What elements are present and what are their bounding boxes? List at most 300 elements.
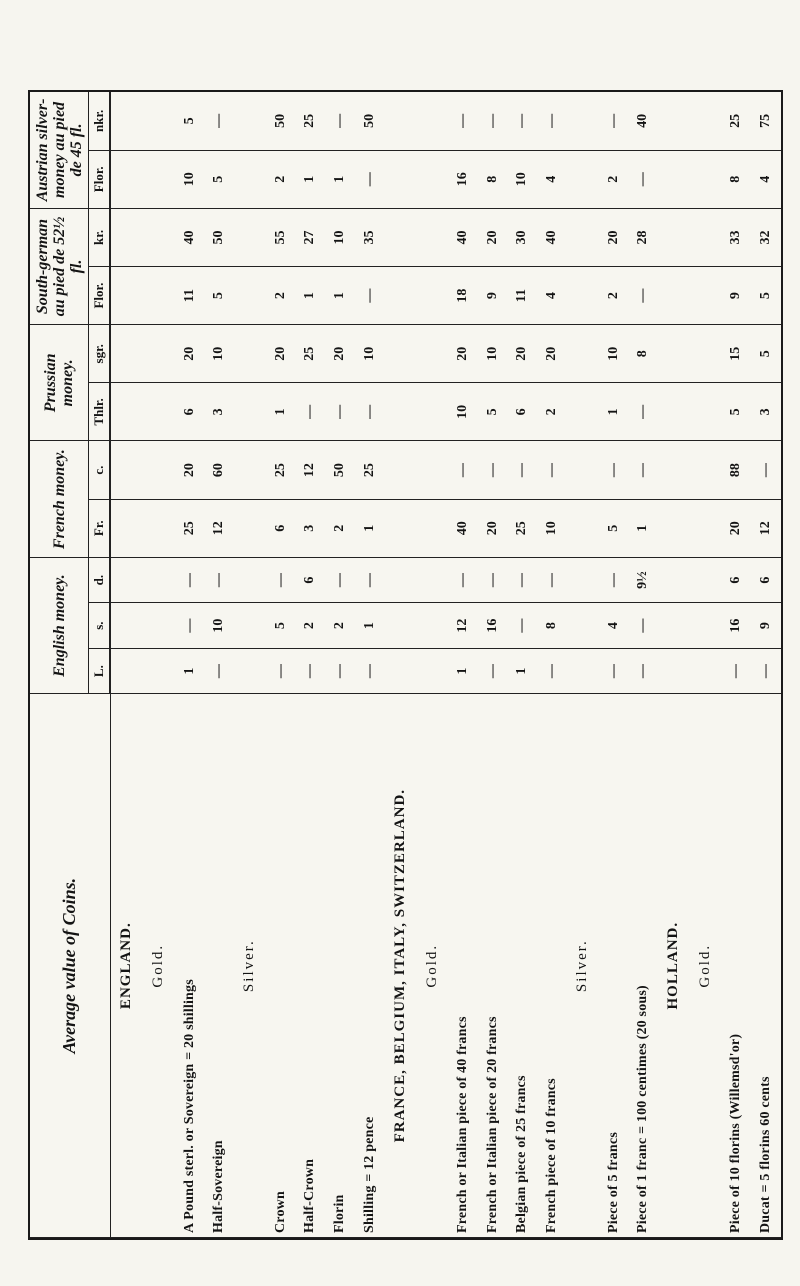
empty-cell <box>143 267 174 325</box>
value-cell: — <box>628 267 658 325</box>
south-german-money-header: South-german au pied de 52½ fl. <box>30 208 89 324</box>
unit-florin-south: Flor. <box>89 267 111 325</box>
value-cell: — <box>508 92 538 150</box>
value-cell: — <box>175 603 205 649</box>
empty-cell <box>658 150 689 208</box>
empty-cell <box>110 383 143 441</box>
empty-cell <box>385 603 416 649</box>
value-cell: — <box>296 383 326 441</box>
coin-row <box>751 92 781 1238</box>
coin-row <box>448 92 478 1238</box>
value-cell: — <box>628 648 658 694</box>
empty-cell <box>690 267 721 325</box>
coin-value-table <box>30 92 781 1238</box>
coin-name: A Pound sterl. or Sovereign = 20 shillings <box>175 694 205 1238</box>
empty-cell <box>567 499 598 557</box>
value-cell: 8 <box>628 325 658 383</box>
coin-row <box>599 92 629 1238</box>
empty-cell <box>234 267 265 325</box>
empty-cell <box>234 208 265 266</box>
empty-cell <box>110 267 143 325</box>
unit-centime: c. <box>89 441 111 499</box>
value-cell: 5 <box>204 150 234 208</box>
empty-cell <box>234 441 265 499</box>
value-cell: — <box>325 648 355 694</box>
value-cell: 6 <box>296 557 326 603</box>
coin-name: Crown <box>266 694 296 1238</box>
empty-cell <box>690 208 721 266</box>
empty-cell <box>690 441 721 499</box>
value-cell: — <box>355 383 385 441</box>
value-cell: 20 <box>266 325 296 383</box>
metal-heading: Gold. <box>690 694 721 1238</box>
coin-row <box>355 92 385 1238</box>
value-cell: — <box>599 648 629 694</box>
value-cell: 6 <box>175 383 205 441</box>
metal-subheading-row <box>234 92 265 1238</box>
value-cell: — <box>448 92 478 150</box>
empty-cell <box>567 648 598 694</box>
value-cell: 2 <box>537 383 567 441</box>
value-cell: 1 <box>448 648 478 694</box>
empty-cell <box>416 499 447 557</box>
value-cell: — <box>599 92 629 150</box>
empty-cell <box>110 325 143 383</box>
value-cell: 4 <box>751 150 781 208</box>
empty-cell <box>658 603 689 649</box>
empty-cell <box>658 92 689 150</box>
value-cell: 50 <box>266 92 296 150</box>
empty-cell <box>143 150 174 208</box>
value-cell: 25 <box>355 441 385 499</box>
value-cell: 10 <box>204 325 234 383</box>
value-cell: — <box>204 557 234 603</box>
empty-cell <box>690 325 721 383</box>
empty-cell <box>658 441 689 499</box>
value-cell: — <box>599 557 629 603</box>
value-cell: 11 <box>508 267 538 325</box>
value-cell: 1 <box>175 648 205 694</box>
value-cell: 40 <box>448 499 478 557</box>
value-cell: — <box>355 648 385 694</box>
coin-name: Piece of 1 franc = 100 centimes (20 sous) <box>628 694 658 1238</box>
value-cell: 28 <box>628 208 658 266</box>
value-cell: 5 <box>751 325 781 383</box>
value-cell: — <box>537 441 567 499</box>
value-cell: 10 <box>325 208 355 266</box>
empty-cell <box>416 208 447 266</box>
value-cell: — <box>599 441 629 499</box>
coin-row <box>508 92 538 1238</box>
country-heading: HOLLAND. <box>658 694 689 1238</box>
value-cell: 9 <box>721 267 751 325</box>
coin-name: Ducat = 5 florins 60 cents <box>751 694 781 1238</box>
empty-cell <box>567 92 598 150</box>
empty-cell <box>690 383 721 441</box>
metal-heading: Silver. <box>567 694 598 1238</box>
value-cell: 55 <box>266 208 296 266</box>
country-heading: FRANCE, BELGIUM, ITALY, SWITZERLAND. <box>385 694 416 1238</box>
value-cell: 2 <box>266 267 296 325</box>
empty-cell <box>234 150 265 208</box>
empty-cell <box>416 648 447 694</box>
value-cell: — <box>266 648 296 694</box>
value-cell: — <box>478 92 508 150</box>
value-cell: 40 <box>537 208 567 266</box>
empty-cell <box>416 441 447 499</box>
empty-cell <box>143 383 174 441</box>
coin-table-body <box>110 92 781 1238</box>
coin-name: Half-Crown <box>296 694 326 1238</box>
value-cell: 10 <box>204 603 234 649</box>
unit-kreuzer: kr. <box>89 208 111 266</box>
value-cell: 5 <box>751 267 781 325</box>
empty-cell <box>567 557 598 603</box>
value-cell: 20 <box>599 208 629 266</box>
unit-florin-austria: Flor. <box>89 150 111 208</box>
empty-cell <box>416 325 447 383</box>
unit-shilling: s. <box>89 603 111 649</box>
empty-cell <box>110 150 143 208</box>
unit-neukreuzer: nkr. <box>89 92 111 150</box>
value-cell: 6 <box>721 557 751 603</box>
value-cell: — <box>721 648 751 694</box>
value-cell: 15 <box>721 325 751 383</box>
value-cell: 10 <box>508 150 538 208</box>
empty-cell <box>110 603 143 649</box>
value-cell: 3 <box>296 499 326 557</box>
country-section-row <box>385 92 416 1238</box>
value-cell: 20 <box>448 325 478 383</box>
empty-cell <box>385 267 416 325</box>
value-cell: 10 <box>448 383 478 441</box>
empty-cell <box>110 92 143 150</box>
value-cell: 18 <box>448 267 478 325</box>
austrian-money-header: Austrian silver-money au pied de 45 fl. <box>30 92 89 208</box>
empty-cell <box>234 92 265 150</box>
value-cell: — <box>628 383 658 441</box>
coins-column-header: Average value of Coins. <box>30 694 110 1238</box>
value-cell: 16 <box>721 603 751 649</box>
empty-cell <box>143 603 174 649</box>
value-cell: — <box>478 441 508 499</box>
value-cell: 10 <box>478 325 508 383</box>
empty-cell <box>567 325 598 383</box>
empty-cell <box>690 603 721 649</box>
value-cell: — <box>325 92 355 150</box>
value-cell: 1 <box>599 383 629 441</box>
value-cell: 50 <box>355 92 385 150</box>
unit-pound: L. <box>89 648 111 694</box>
value-cell: — <box>508 557 538 603</box>
empty-cell <box>143 92 174 150</box>
value-cell: 4 <box>599 603 629 649</box>
value-cell: — <box>266 557 296 603</box>
country-heading: ENGLAND. <box>110 694 143 1238</box>
empty-cell <box>658 383 689 441</box>
empty-cell <box>234 603 265 649</box>
value-cell: 12 <box>204 499 234 557</box>
coin-name: Half-Sovereign <box>204 694 234 1238</box>
empty-cell <box>110 557 143 603</box>
empty-cell <box>143 208 174 266</box>
value-cell: 20 <box>478 208 508 266</box>
value-cell: — <box>325 557 355 603</box>
value-cell: 20 <box>175 325 205 383</box>
value-cell: 1 <box>355 603 385 649</box>
empty-cell <box>658 648 689 694</box>
metal-heading: Silver. <box>234 694 265 1238</box>
value-cell: — <box>628 150 658 208</box>
empty-cell <box>690 557 721 603</box>
prussian-money-header: Prussian money. <box>30 325 89 441</box>
value-cell: 27 <box>296 208 326 266</box>
value-cell: 5 <box>175 92 205 150</box>
coin-row <box>628 92 658 1238</box>
value-cell: — <box>325 383 355 441</box>
value-cell: 2 <box>599 267 629 325</box>
value-cell: — <box>628 603 658 649</box>
value-cell: 25 <box>296 92 326 150</box>
unit-silbergroschen: sgr. <box>89 325 111 383</box>
value-cell: — <box>355 267 385 325</box>
value-cell: 50 <box>204 208 234 266</box>
value-cell: 1 <box>296 267 326 325</box>
value-cell: 32 <box>751 208 781 266</box>
value-cell: 4 <box>537 150 567 208</box>
empty-cell <box>567 267 598 325</box>
empty-cell <box>416 267 447 325</box>
value-cell: 1 <box>355 499 385 557</box>
value-cell: 25 <box>721 92 751 150</box>
value-cell: 2 <box>599 150 629 208</box>
metal-heading: Gold. <box>416 694 447 1238</box>
coin-row <box>721 92 751 1238</box>
value-cell: — <box>175 557 205 603</box>
metal-subheading-row <box>143 92 174 1238</box>
value-cell: 20 <box>537 325 567 383</box>
empty-cell <box>234 557 265 603</box>
empty-cell <box>385 499 416 557</box>
coin-row <box>266 92 296 1238</box>
coin-name: French or Italian piece of 40 francs <box>448 694 478 1238</box>
empty-cell <box>234 325 265 383</box>
value-cell: — <box>478 557 508 603</box>
value-cell: — <box>448 557 478 603</box>
value-cell: — <box>204 648 234 694</box>
empty-cell <box>658 325 689 383</box>
empty-cell <box>416 150 447 208</box>
metal-heading: Gold. <box>143 694 174 1238</box>
unit-pence: d. <box>89 557 111 603</box>
value-cell: — <box>751 441 781 499</box>
value-cell: 8 <box>537 603 567 649</box>
empty-cell <box>143 648 174 694</box>
value-cell: 2 <box>296 603 326 649</box>
value-cell: 10 <box>599 325 629 383</box>
value-cell: 25 <box>508 499 538 557</box>
value-cell: 16 <box>448 150 478 208</box>
value-cell: 25 <box>175 499 205 557</box>
value-cell: 12 <box>448 603 478 649</box>
value-cell: 5 <box>721 383 751 441</box>
empty-cell <box>110 648 143 694</box>
empty-cell <box>143 557 174 603</box>
value-cell: 11 <box>175 267 205 325</box>
value-cell: 2 <box>325 499 355 557</box>
value-cell: — <box>296 648 326 694</box>
value-cell: 1 <box>296 150 326 208</box>
empty-cell <box>234 648 265 694</box>
value-cell: 88 <box>721 441 751 499</box>
value-cell: 9 <box>751 603 781 649</box>
coin-row <box>325 92 355 1238</box>
value-cell: — <box>508 603 538 649</box>
value-cell: 1 <box>628 499 658 557</box>
empty-cell <box>234 499 265 557</box>
value-cell: — <box>355 150 385 208</box>
value-cell: 75 <box>751 92 781 150</box>
empty-cell <box>658 499 689 557</box>
empty-cell <box>690 499 721 557</box>
value-cell: 5 <box>478 383 508 441</box>
empty-cell <box>110 499 143 557</box>
value-cell: 25 <box>266 441 296 499</box>
value-cell: 6 <box>266 499 296 557</box>
value-cell: 40 <box>628 92 658 150</box>
empty-cell <box>143 499 174 557</box>
empty-cell <box>416 603 447 649</box>
empty-cell <box>234 383 265 441</box>
coin-name: Shilling = 12 pence <box>355 694 385 1238</box>
empty-cell <box>385 92 416 150</box>
value-cell: 10 <box>537 499 567 557</box>
unit-franc: Fr. <box>89 499 111 557</box>
metal-subheading-row <box>567 92 598 1238</box>
value-cell: 4 <box>537 267 567 325</box>
empty-cell <box>143 441 174 499</box>
value-cell: 8 <box>721 150 751 208</box>
value-cell: 6 <box>751 557 781 603</box>
value-cell: 3 <box>751 383 781 441</box>
value-cell: — <box>448 441 478 499</box>
value-cell: 20 <box>508 325 538 383</box>
coin-row <box>296 92 326 1238</box>
value-cell: 2 <box>325 603 355 649</box>
empty-cell <box>567 441 598 499</box>
coin-name: Belgian piece of 25 francs <box>508 694 538 1238</box>
value-cell: 10 <box>175 150 205 208</box>
value-cell: 6 <box>508 383 538 441</box>
value-cell: 35 <box>355 208 385 266</box>
coin-row <box>204 92 234 1238</box>
empty-cell <box>567 383 598 441</box>
coin-row <box>175 92 205 1238</box>
english-money-header: English money. <box>30 557 89 694</box>
value-cell: 10 <box>355 325 385 383</box>
value-cell: 20 <box>175 441 205 499</box>
empty-cell <box>110 441 143 499</box>
metal-subheading-row <box>690 92 721 1238</box>
value-cell: 20 <box>478 499 508 557</box>
unit-thaler: Thlr. <box>89 383 111 441</box>
coin-row <box>478 92 508 1238</box>
value-cell: 3 <box>204 383 234 441</box>
coin-name: Piece of 10 florins (Willemsd'or) <box>721 694 751 1238</box>
coin-value-table-container <box>28 90 783 1240</box>
empty-cell <box>385 150 416 208</box>
value-cell: 1 <box>325 150 355 208</box>
value-cell: 12 <box>751 499 781 557</box>
value-cell: 9 <box>478 267 508 325</box>
value-cell: — <box>537 557 567 603</box>
value-cell: 16 <box>478 603 508 649</box>
value-cell: 20 <box>325 325 355 383</box>
empty-cell <box>385 325 416 383</box>
value-cell: 60 <box>204 441 234 499</box>
value-cell: — <box>508 441 538 499</box>
empty-cell <box>416 383 447 441</box>
value-cell: — <box>537 648 567 694</box>
empty-cell <box>385 648 416 694</box>
coin-name: French or Italian piece of 20 francs <box>478 694 508 1238</box>
empty-cell <box>143 325 174 383</box>
value-cell: — <box>478 648 508 694</box>
coin-name: French piece of 10 francs <box>537 694 567 1238</box>
value-cell: 12 <box>296 441 326 499</box>
country-section-row <box>110 92 143 1238</box>
metal-subheading-row <box>416 92 447 1238</box>
value-cell: 40 <box>175 208 205 266</box>
value-cell: 5 <box>599 499 629 557</box>
value-cell: 2 <box>266 150 296 208</box>
value-cell: 20 <box>721 499 751 557</box>
empty-cell <box>658 208 689 266</box>
empty-cell <box>385 208 416 266</box>
french-money-header: French money. <box>30 441 89 557</box>
country-section-row <box>658 92 689 1238</box>
empty-cell <box>385 383 416 441</box>
empty-cell <box>567 603 598 649</box>
empty-cell <box>416 557 447 603</box>
value-cell: 33 <box>721 208 751 266</box>
value-cell: 40 <box>448 208 478 266</box>
value-cell: — <box>751 648 781 694</box>
value-cell: 5 <box>266 603 296 649</box>
value-cell: — <box>355 557 385 603</box>
empty-cell <box>567 208 598 266</box>
empty-cell <box>690 648 721 694</box>
value-cell: — <box>537 92 567 150</box>
value-cell: 1 <box>266 383 296 441</box>
empty-cell <box>658 267 689 325</box>
empty-cell <box>110 208 143 266</box>
value-cell: 8 <box>478 150 508 208</box>
empty-cell <box>690 92 721 150</box>
coin-name: Florin <box>325 694 355 1238</box>
coin-name: Piece of 5 francs <box>599 694 629 1238</box>
value-cell: 30 <box>508 208 538 266</box>
value-cell: 1 <box>325 267 355 325</box>
empty-cell <box>690 150 721 208</box>
empty-cell <box>658 557 689 603</box>
value-cell: 1 <box>508 648 538 694</box>
value-cell: — <box>628 441 658 499</box>
value-cell: 50 <box>325 441 355 499</box>
empty-cell <box>385 557 416 603</box>
value-cell: 5 <box>204 267 234 325</box>
coin-row <box>537 92 567 1238</box>
